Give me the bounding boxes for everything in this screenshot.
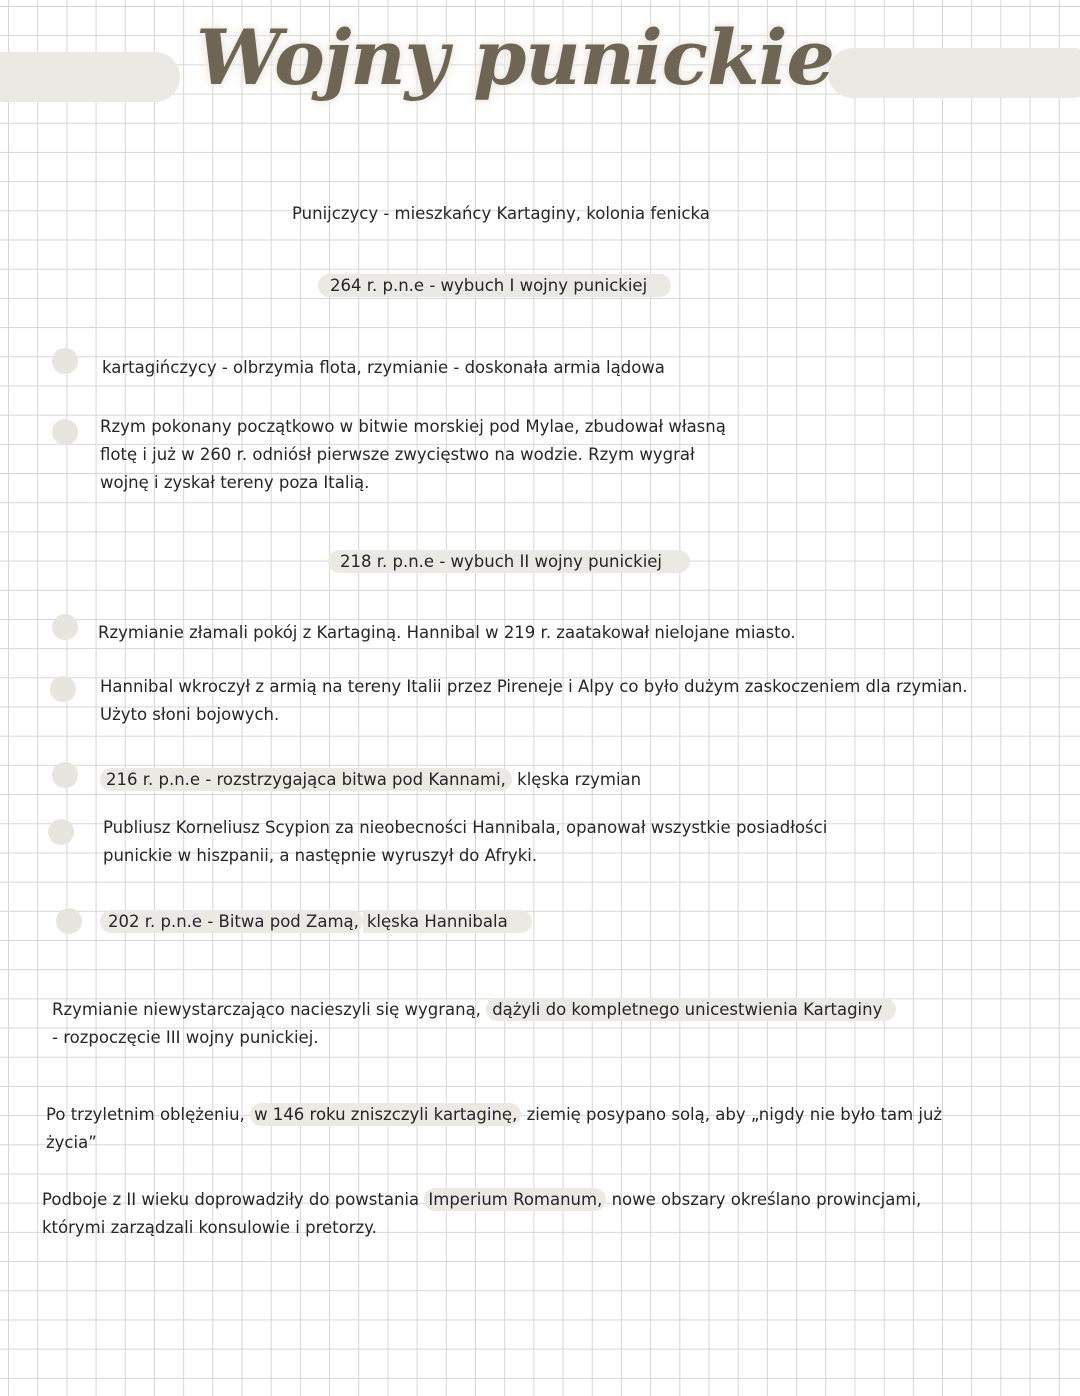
war2-heading-label: 218 r. p.n.e - wybuch II wojny punickiej [328, 550, 690, 573]
war1-bullet-2 [100, 413, 726, 497]
war2-bullet-5 [100, 908, 532, 936]
war1-bullet-2-line-3: wojnę i zyskał tereny poza Italią. [100, 473, 370, 492]
war2-bullet-2-line-2: Użyto słoni bojowych. [100, 705, 280, 724]
carthage-text [46, 1101, 942, 1157]
bullet-dot [52, 419, 78, 445]
war2-bullet-4-line-2: punickie w hiszpanii, a następnie wyruszył do Afryki. [103, 846, 538, 865]
bullet-dot [50, 676, 76, 702]
war1-heading [318, 272, 671, 300]
empire-line-2: którymi zarządzali konsulowie i pretorzy. [42, 1218, 377, 1237]
carthage-pre: Po trzyletnim oblężeniu, [46, 1105, 245, 1124]
war3-line-1 [52, 996, 896, 1024]
war3-text [52, 996, 896, 1052]
title-decor-right [828, 48, 1080, 98]
empire-highlight: Imperium Romanum, [424, 1188, 606, 1211]
bullet-dot [52, 614, 78, 640]
zama-highlight: 202 r. p.n.e - Bitwa pod Zamą, [100, 910, 363, 933]
bullet-dot [48, 819, 74, 845]
war2-bullet-3 [100, 766, 641, 794]
war2-bullet-4 [103, 814, 827, 870]
war2-bullet-2 [100, 673, 968, 729]
war3-line-2: - rozpoczęcie III wojny punickiej. [52, 1028, 319, 1047]
empire-post: nowe obszary określano prowincjami, [611, 1190, 922, 1209]
carthage-post: ziemię posypano solą, aby „nigdy nie było tam już [526, 1105, 943, 1124]
war2-bullet-4-line-1: Publiusz Korneliusz Scypion za nieobecności Hannibala, opanował wszystkie posiadłości [103, 818, 828, 837]
empire-line-1 [42, 1186, 921, 1214]
page-title: Wojny punickie [196, 13, 834, 102]
carthage-line-2: życia” [46, 1133, 97, 1152]
bullet-dot [52, 348, 78, 374]
intro-text: Punijczycy - mieszkańcy Kartaginy, kolonia fenicka [292, 204, 710, 223]
war2-bullet-1: Rzymianie złamali pokój z Kartaginą. Hannibal w 219 r. zaatakował nielojane miasto. [98, 623, 796, 642]
carthage-highlight: w 146 roku zniszczyli kartaginę, [250, 1103, 521, 1126]
war2-heading [328, 548, 690, 576]
title-decor-left [0, 52, 180, 102]
war2-bullet-2-line-1: Hannibal wkroczył z armią na tereny Italii przez Pireneje i Alpy co było dużym zaskoczeniem dla rzymian. [100, 677, 968, 696]
war1-bullet-2-line-1: Rzym pokonany początkowo w bitwie morskiej pod Mylae, zbudował własną [100, 417, 726, 436]
war1-heading-label: 264 r. p.n.e - wybuch I wojny punickiej [318, 274, 671, 297]
cannae-result: klęska rzymian [517, 770, 642, 789]
empire-text [42, 1186, 921, 1242]
bullet-dot [52, 762, 78, 788]
war1-bullet-2-line-2: flotę i już w 260 r. odniósł pierwsze zwycięstwo na wodzie. Rzym wygrał [100, 445, 695, 464]
cannae-highlight: 216 r. p.n.e - rozstrzygająca bitwa pod Kannami, [100, 768, 512, 791]
war3-highlight: dążyli do kompletnego unicestwienia Kartaginy [486, 998, 896, 1021]
empire-pre: Podboje z II wieku doprowadziły do powstania [42, 1190, 420, 1209]
carthage-line-1 [46, 1101, 942, 1129]
war3-text-start: Rzymianie niewystarczająco nacieszyli się wygraną, [52, 1000, 481, 1019]
war1-bullet-1: kartagińczycy - olbrzymia flota, rzymianie - doskonała armia lądowa [102, 358, 665, 377]
bullet-dot [56, 908, 82, 934]
zama-result: klęska Hannibala [363, 910, 532, 933]
